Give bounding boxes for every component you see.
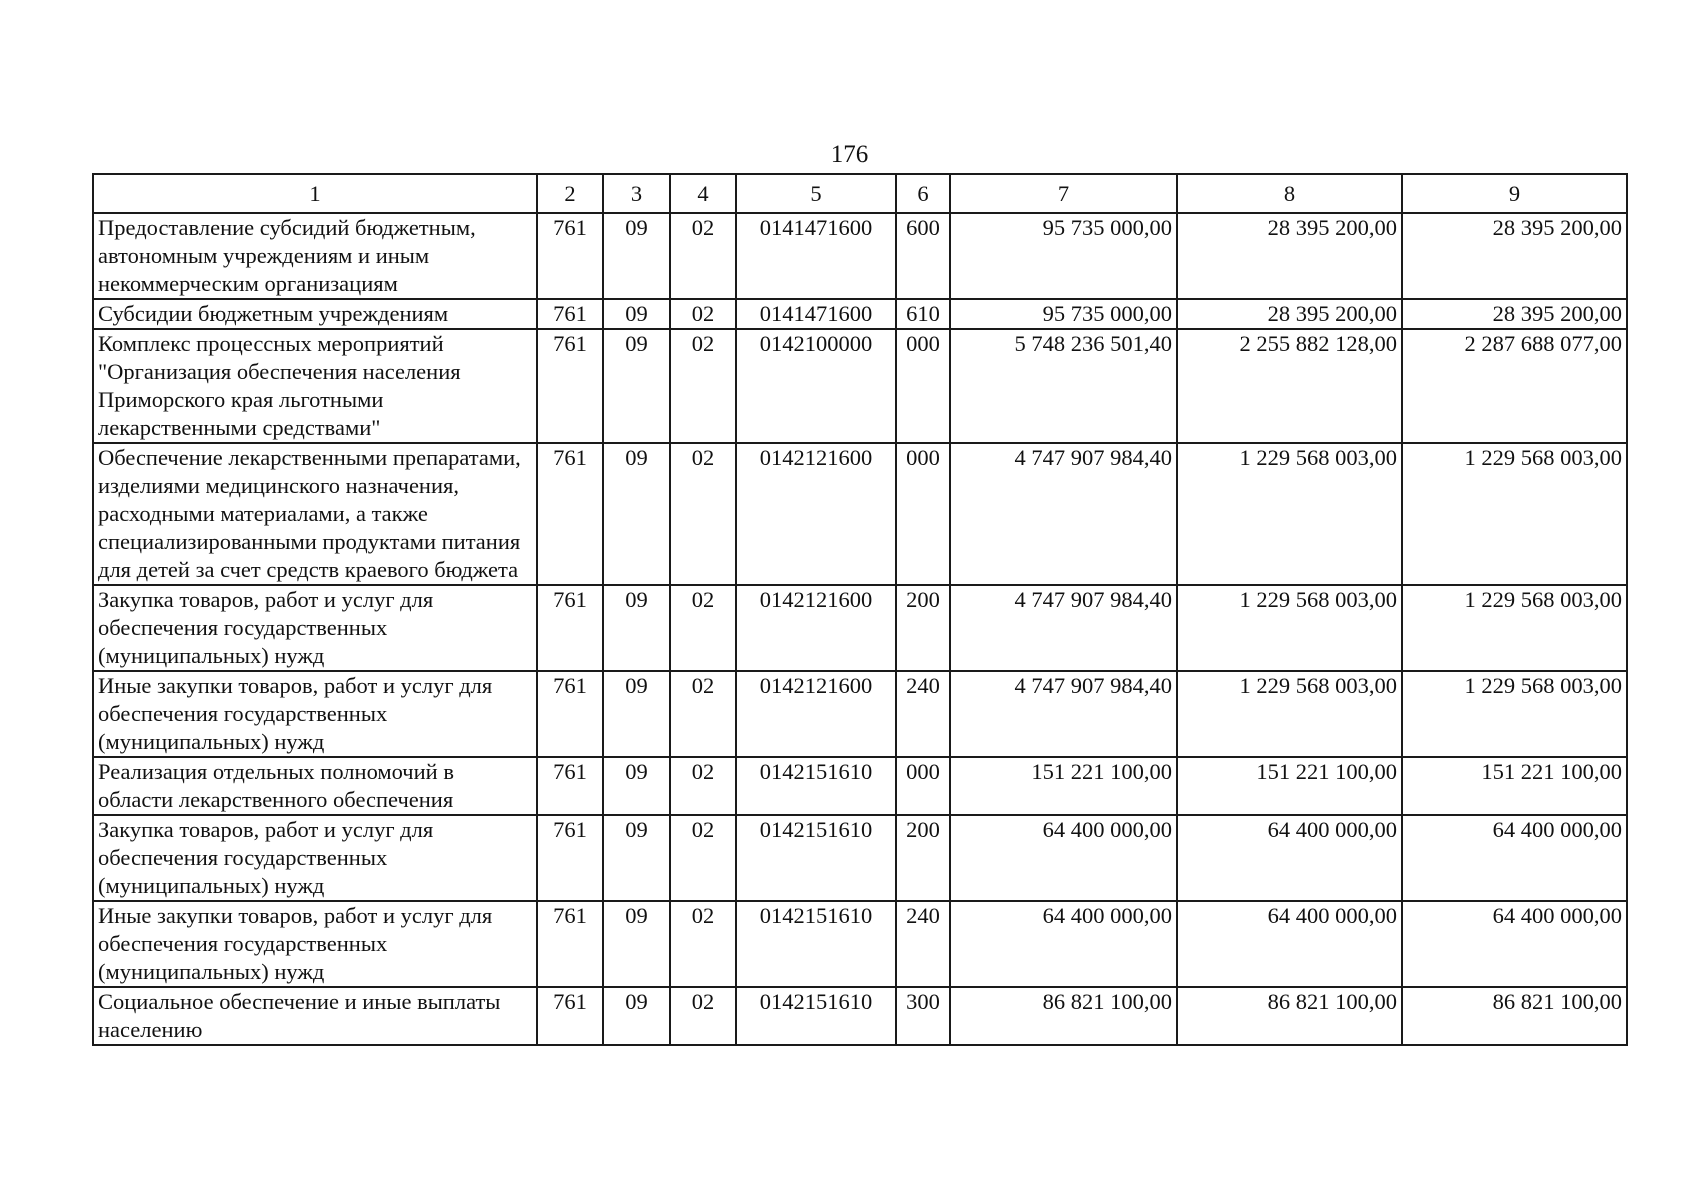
- amount-col-7: 5 748 236 501,40: [950, 329, 1177, 443]
- expense-type-code: 240: [896, 671, 950, 757]
- ministry-code: 761: [537, 585, 603, 671]
- table-row: [93, 757, 1627, 815]
- target-article-code: 0142121600: [736, 443, 896, 585]
- ministry-code: 761: [537, 213, 603, 299]
- amount-col-7: 64 400 000,00: [950, 815, 1177, 901]
- ministry-code: 761: [537, 329, 603, 443]
- table-header-row: [93, 174, 1627, 213]
- section-code: 09: [603, 815, 670, 901]
- target-article-code: 0142151610: [736, 757, 896, 815]
- amount-col-7: 4 747 907 984,40: [950, 671, 1177, 757]
- row-name: Обеспечение лекарственными препаратами, изделиями медицинского назначения, расходными материалами, а также специализированными продуктами питания для детей за счет средств краевого бюджета: [93, 443, 537, 585]
- amount-col-9: 28 395 200,00: [1402, 213, 1627, 299]
- expense-type-code: 200: [896, 815, 950, 901]
- subsection-code: 02: [670, 901, 736, 987]
- amount-col-7: 4 747 907 984,40: [950, 443, 1177, 585]
- section-code: 09: [603, 987, 670, 1045]
- column-header: 3: [603, 174, 670, 213]
- amount-col-8: 64 400 000,00: [1177, 901, 1402, 987]
- amount-col-9: 1 229 568 003,00: [1402, 585, 1627, 671]
- column-header: 6: [896, 174, 950, 213]
- column-header: 9: [1402, 174, 1627, 213]
- column-header: 7: [950, 174, 1177, 213]
- table-row: [93, 213, 1627, 299]
- amount-col-8: 28 395 200,00: [1177, 213, 1402, 299]
- amount-col-9: 1 229 568 003,00: [1402, 443, 1627, 585]
- row-name: Реализация отдельных полномочий в области лекарственного обеспечения: [93, 757, 537, 815]
- table-row: [93, 987, 1627, 1045]
- target-article-code: 0141471600: [736, 213, 896, 299]
- row-name: Закупка товаров, работ и услуг для обеспечения государственных (муниципальных) нужд: [93, 815, 537, 901]
- page-number: 176: [830, 141, 869, 168]
- amount-col-7: 64 400 000,00: [950, 901, 1177, 987]
- amount-col-9: 64 400 000,00: [1402, 901, 1627, 987]
- column-header: 8: [1177, 174, 1402, 213]
- ministry-code: 761: [537, 757, 603, 815]
- subsection-code: 02: [670, 815, 736, 901]
- expense-type-code: 000: [896, 329, 950, 443]
- budget-table: [92, 173, 1628, 1046]
- row-name: Комплекс процессных мероприятий "Организация обеспечения населения Приморского края льготными лекарственными средствами": [93, 329, 537, 443]
- section-code: 09: [603, 671, 670, 757]
- row-name: Предоставление субсидий бюджетным, автономным учреждениям и иным некоммерческим организациям: [93, 213, 537, 299]
- ministry-code: 761: [537, 443, 603, 585]
- section-code: 09: [603, 585, 670, 671]
- ministry-code: 761: [537, 987, 603, 1045]
- target-article-code: 0142151610: [736, 987, 896, 1045]
- subsection-code: 02: [670, 585, 736, 671]
- amount-col-7: 95 735 000,00: [950, 299, 1177, 329]
- amount-col-9: 28 395 200,00: [1402, 299, 1627, 329]
- amount-col-8: 2 255 882 128,00: [1177, 329, 1402, 443]
- row-name: Социальное обеспечение и иные выплаты населению: [93, 987, 537, 1045]
- expense-type-code: 300: [896, 987, 950, 1045]
- amount-col-8: 1 229 568 003,00: [1177, 671, 1402, 757]
- ministry-code: 761: [537, 671, 603, 757]
- amount-col-8: 64 400 000,00: [1177, 815, 1402, 901]
- section-code: 09: [603, 299, 670, 329]
- expense-type-code: 240: [896, 901, 950, 987]
- amount-col-8: 151 221 100,00: [1177, 757, 1402, 815]
- section-code: 09: [603, 901, 670, 987]
- subsection-code: 02: [670, 299, 736, 329]
- expense-type-code: 600: [896, 213, 950, 299]
- section-code: 09: [603, 213, 670, 299]
- target-article-code: 0142100000: [736, 329, 896, 443]
- amount-col-7: 151 221 100,00: [950, 757, 1177, 815]
- section-code: 09: [603, 757, 670, 815]
- column-header: 2: [537, 174, 603, 213]
- subsection-code: 02: [670, 213, 736, 299]
- row-name: Субсидии бюджетным учреждениям: [93, 299, 537, 329]
- subsection-code: 02: [670, 987, 736, 1045]
- expense-type-code: 610: [896, 299, 950, 329]
- column-header: 1: [93, 174, 537, 213]
- table-row: [93, 815, 1627, 901]
- amount-col-9: 64 400 000,00: [1402, 815, 1627, 901]
- amount-col-9: 2 287 688 077,00: [1402, 329, 1627, 443]
- expense-type-code: 000: [896, 757, 950, 815]
- ministry-code: 761: [537, 299, 603, 329]
- ministry-code: 761: [537, 901, 603, 987]
- table-row: [93, 329, 1627, 443]
- table-row: [93, 299, 1627, 329]
- amount-col-7: 86 821 100,00: [950, 987, 1177, 1045]
- amount-col-9: 1 229 568 003,00: [1402, 671, 1627, 757]
- subsection-code: 02: [670, 757, 736, 815]
- row-name: Закупка товаров, работ и услуг для обеспечения государственных (муниципальных) нужд: [93, 585, 537, 671]
- amount-col-7: 95 735 000,00: [950, 213, 1177, 299]
- row-name: Иные закупки товаров, работ и услуг для обеспечения государственных (муниципальных) нужд: [93, 901, 537, 987]
- row-name: Иные закупки товаров, работ и услуг для обеспечения государственных (муниципальных) нужд: [93, 671, 537, 757]
- subsection-code: 02: [670, 671, 736, 757]
- expense-type-code: 000: [896, 443, 950, 585]
- amount-col-7: 4 747 907 984,40: [950, 585, 1177, 671]
- table-row: [93, 443, 1627, 585]
- target-article-code: 0142151610: [736, 901, 896, 987]
- amount-col-8: 86 821 100,00: [1177, 987, 1402, 1045]
- expense-type-code: 200: [896, 585, 950, 671]
- subsection-code: 02: [670, 329, 736, 443]
- ministry-code: 761: [537, 815, 603, 901]
- column-header: 4: [670, 174, 736, 213]
- table-row: [93, 671, 1627, 757]
- target-article-code: 0142121600: [736, 585, 896, 671]
- target-article-code: 0141471600: [736, 299, 896, 329]
- target-article-code: 0142151610: [736, 815, 896, 901]
- amount-col-9: 86 821 100,00: [1402, 987, 1627, 1045]
- table-row: [93, 901, 1627, 987]
- target-article-code: 0142121600: [736, 671, 896, 757]
- amount-col-8: 1 229 568 003,00: [1177, 585, 1402, 671]
- subsection-code: 02: [670, 443, 736, 585]
- table-row: [93, 585, 1627, 671]
- amount-col-8: 28 395 200,00: [1177, 299, 1402, 329]
- amount-col-8: 1 229 568 003,00: [1177, 443, 1402, 585]
- section-code: 09: [603, 329, 670, 443]
- section-code: 09: [603, 443, 670, 585]
- column-header: 5: [736, 174, 896, 213]
- amount-col-9: 151 221 100,00: [1402, 757, 1627, 815]
